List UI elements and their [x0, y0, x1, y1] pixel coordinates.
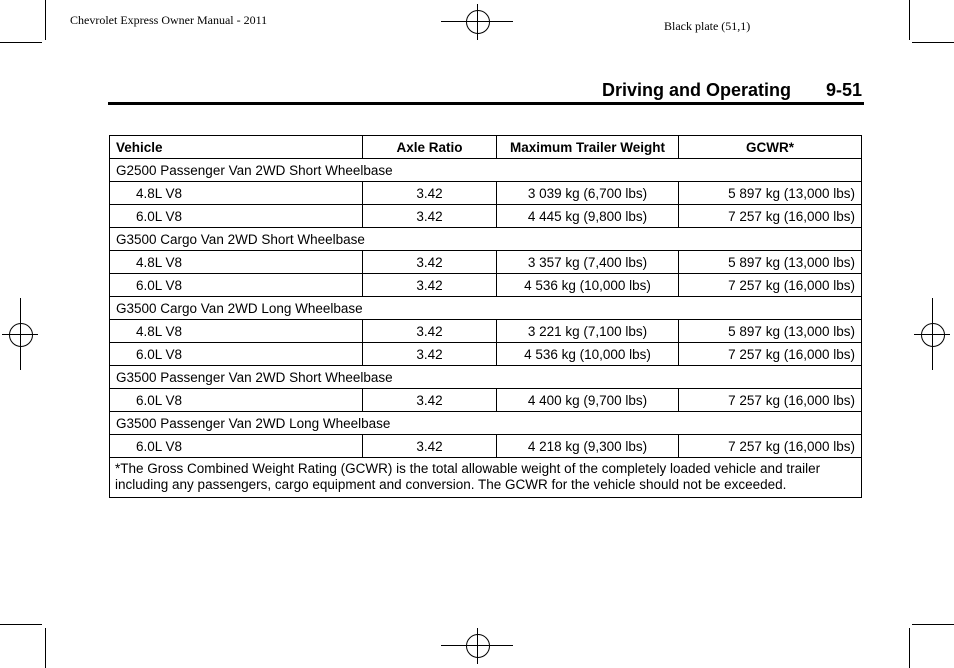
axle-ratio-cell: 3.42: [363, 251, 497, 274]
column-header-gcwr: GCWR*: [679, 136, 862, 159]
axle-ratio-cell: 3.42: [363, 343, 497, 366]
gcwr-cell: 7 257 kg (16,000 lbs): [679, 389, 862, 412]
group-title-row: [110, 412, 862, 435]
max-trailer-weight-cell: 3 039 kg (6,700 lbs): [497, 182, 679, 205]
table-header-row: [110, 136, 862, 159]
section-title: Driving and Operating: [602, 80, 792, 100]
axle-ratio-cell: 3.42: [363, 205, 497, 228]
gcwr-cell: 7 257 kg (16,000 lbs): [679, 435, 862, 458]
gcwr-cell: 7 257 kg (16,000 lbs): [679, 274, 862, 297]
table-row: [110, 205, 862, 228]
axle-ratio-cell: 3.42: [363, 389, 497, 412]
plate-label: Black plate (51,1): [664, 19, 751, 33]
max-trailer-weight-cell: 3 357 kg (7,400 lbs): [497, 251, 679, 274]
gcwr-footnote: *The Gross Combined Weight Rating (GCWR) is the total allowable weight of the completely loaded vehicle and trailer including any passengers, cargo equipment and conversion. The GCWR for the vehicle should not be exceeded.: [110, 458, 862, 498]
column-header-vehicle: Vehicle: [110, 136, 363, 159]
trailer-weight-table: [109, 135, 862, 498]
group-title: G3500 Passenger Van 2WD Short Wheelbase: [110, 366, 862, 389]
table-row: [110, 182, 862, 205]
axle-ratio-cell: 3.42: [363, 182, 497, 205]
manual-title: Chevrolet Express Owner Manual - 2011: [70, 13, 268, 27]
table-row: [110, 343, 862, 366]
engine-cell: 6.0L V8: [110, 435, 363, 458]
group-title: G3500 Cargo Van 2WD Long Wheelbase: [110, 297, 862, 320]
max-trailer-weight-cell: 4 536 kg (10,000 lbs): [497, 274, 679, 297]
group-title-row: [110, 228, 862, 251]
group-title: G3500 Cargo Van 2WD Short Wheelbase: [110, 228, 862, 251]
table-row: [110, 274, 862, 297]
axle-ratio-cell: 3.42: [363, 320, 497, 343]
max-trailer-weight-cell: 4 445 kg (9,800 lbs): [497, 205, 679, 228]
table-row: [110, 389, 862, 412]
group-title: G2500 Passenger Van 2WD Short Wheelbase: [110, 159, 862, 182]
engine-cell: 6.0L V8: [110, 205, 363, 228]
group-title-row: [110, 297, 862, 320]
engine-cell: 4.8L V8: [110, 320, 363, 343]
column-header-axle-ratio: Axle Ratio: [363, 136, 497, 159]
max-trailer-weight-cell: 4 400 kg (9,700 lbs): [497, 389, 679, 412]
max-trailer-weight-cell: 4 536 kg (10,000 lbs): [497, 343, 679, 366]
gcwr-cell: 5 897 kg (13,000 lbs): [679, 320, 862, 343]
axle-ratio-cell: 3.42: [363, 274, 497, 297]
table-row: [110, 320, 862, 343]
page-number: 9-51: [826, 80, 863, 100]
footnote-row: [110, 458, 862, 498]
max-trailer-weight-cell: 3 221 kg (7,100 lbs): [497, 320, 679, 343]
group-title-row: [110, 366, 862, 389]
engine-cell: 6.0L V8: [110, 274, 363, 297]
engine-cell: 6.0L V8: [110, 389, 363, 412]
engine-cell: 4.8L V8: [110, 182, 363, 205]
table-row: [110, 435, 862, 458]
gcwr-cell: 5 897 kg (13,000 lbs): [679, 182, 862, 205]
axle-ratio-cell: 3.42: [363, 435, 497, 458]
column-header-max-trailer-weight: Maximum Trailer Weight: [497, 136, 679, 159]
group-title-row: [110, 159, 862, 182]
gcwr-cell: 7 257 kg (16,000 lbs): [679, 205, 862, 228]
header-rule: [108, 102, 864, 105]
gcwr-cell: 5 897 kg (13,000 lbs): [679, 251, 862, 274]
engine-cell: 4.8L V8: [110, 251, 363, 274]
group-title: G3500 Passenger Van 2WD Long Wheelbase: [110, 412, 862, 435]
engine-cell: 6.0L V8: [110, 343, 363, 366]
table-row: [110, 251, 862, 274]
gcwr-cell: 7 257 kg (16,000 lbs): [679, 343, 862, 366]
max-trailer-weight-cell: 4 218 kg (9,300 lbs): [497, 435, 679, 458]
